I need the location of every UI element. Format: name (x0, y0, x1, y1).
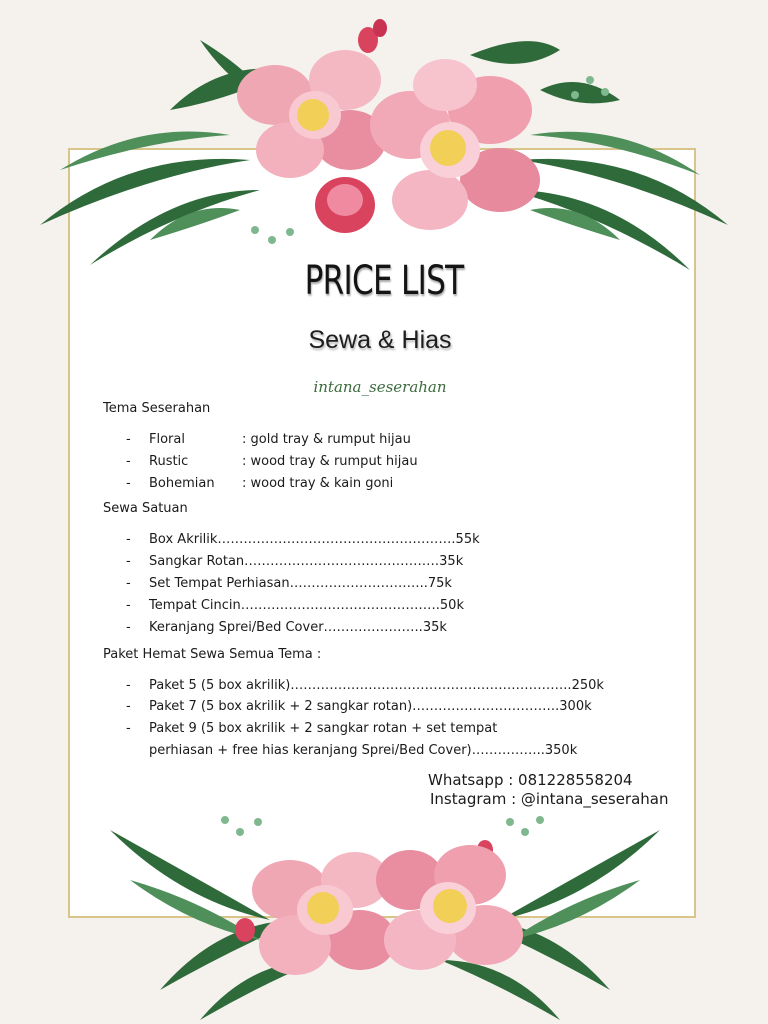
brand-name: intana_seserahan (313, 378, 447, 396)
bullet-dash: - (126, 454, 131, 469)
satuan-item: Sangkar Rotan………………………………………35k (149, 554, 464, 569)
bullet-dash: - (126, 554, 131, 569)
bullet-dash: - (126, 532, 131, 547)
section-heading-tema: Tema Seserahan (103, 401, 211, 416)
paket-item-continuation: perhiasan + free hias keranjang Sprei/Bed Cover)……………..350k (149, 743, 578, 758)
paket-item: Paket 5 (5 box akrilik)………………………………………………………..250k (149, 678, 604, 693)
bullet-dash: - (126, 476, 131, 491)
page-subtitle: Sewa & Hias (308, 326, 452, 354)
tema-name: Floral (149, 432, 185, 447)
tema-name: Bohemian (149, 476, 215, 491)
whatsapp-contact: Whatsapp : 081228558204 (428, 771, 633, 789)
bullet-dash: - (126, 432, 131, 447)
bullet-dash: - (126, 699, 131, 714)
bullet-dash: - (126, 721, 131, 736)
satuan-item: Tempat Cincin……………………………………….50k (149, 598, 464, 613)
satuan-item: Box Akrilik……………………………………………….55k (149, 532, 480, 547)
section-heading-satuan: Sewa Satuan (103, 501, 188, 516)
page-title: PRICE LIST (304, 258, 464, 304)
bullet-dash: - (126, 576, 131, 591)
instagram-contact: Instagram : @intana_seserahan (430, 790, 669, 808)
bullet-dash: - (126, 678, 131, 693)
satuan-item: Set Tempat Perhiasan…………………………..75k (149, 576, 452, 591)
tema-desc: : gold tray & rumput hijau (242, 432, 411, 447)
bullet-dash: - (126, 620, 131, 635)
satuan-item: Keranjang Sprei/Bed Cover…………………..35k (149, 620, 447, 635)
tema-desc: : wood tray & kain goni (242, 476, 394, 491)
tema-name: Rustic (149, 454, 189, 469)
paket-item: Paket 7 (5 box akrilik + 2 sangkar rotan)…………………………….300k (149, 699, 592, 714)
paket-item: Paket 9 (5 box akrilik + 2 sangkar rotan + set tempat (149, 721, 498, 736)
bullet-dash: - (126, 598, 131, 613)
tema-desc: : wood tray & rumput hijau (242, 454, 418, 469)
section-heading-paket: Paket Hemat Sewa Semua Tema : (103, 647, 322, 662)
